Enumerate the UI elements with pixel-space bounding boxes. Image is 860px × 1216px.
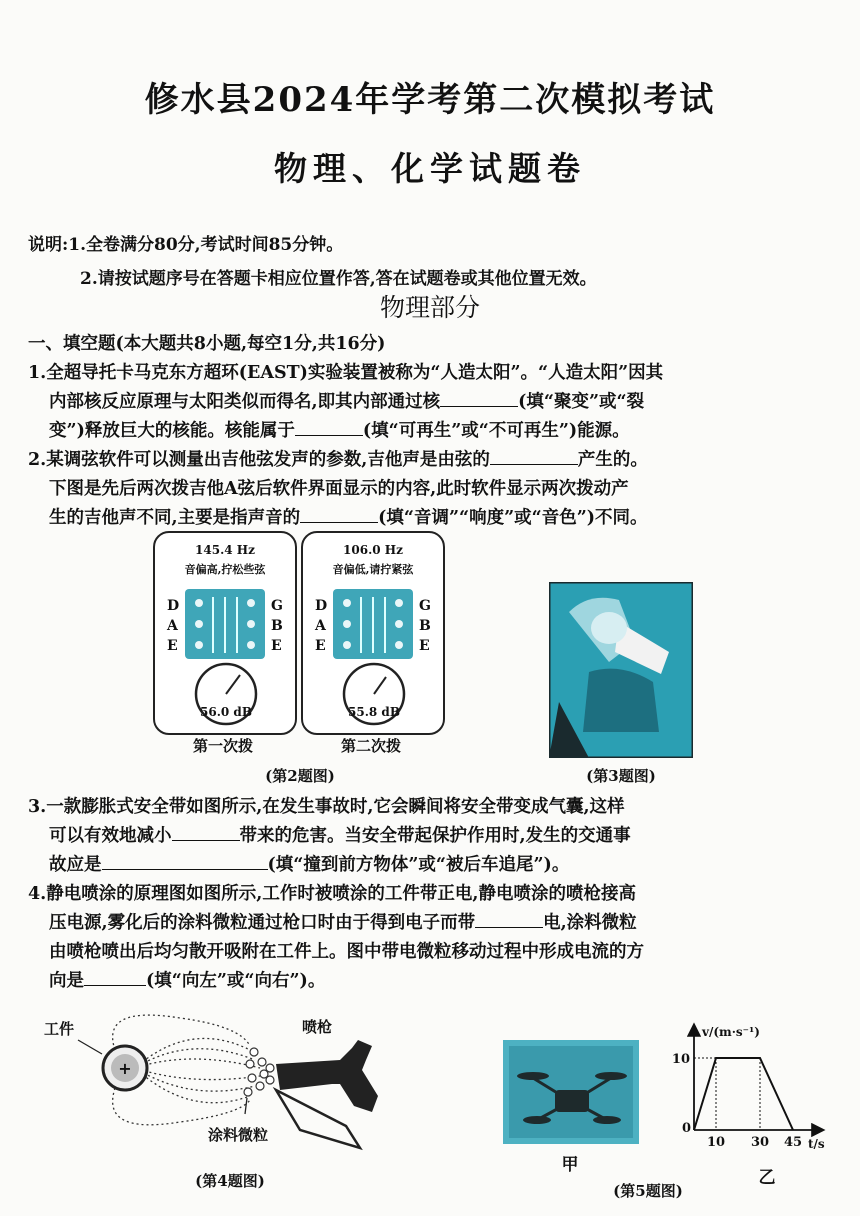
figure-label-yi: 乙 <box>758 1168 776 1188</box>
x-tick-label: 10 <box>706 1135 726 1150</box>
x-tick-label: 45 <box>783 1135 803 1150</box>
guitar-head-image <box>185 589 265 659</box>
section-title: 物理部分 <box>379 293 480 322</box>
figure-caption: (第4题图) <box>195 1172 265 1190</box>
right-peg-labels: G B E <box>419 598 431 654</box>
panel-label-second: 第二次拨 <box>340 737 401 755</box>
positive-charge-sign: + <box>118 1059 132 1078</box>
x-tick-label: 0 <box>682 1121 692 1136</box>
answer-blank[interactable] <box>172 822 240 841</box>
answer-blank[interactable] <box>490 446 578 465</box>
q3-line-3: 故应是 (填“撞到前方物体”或“被后车追尾”)。 <box>28 851 828 880</box>
exam-subtitle: 物理、化学试题卷 <box>274 149 586 188</box>
x-tick-label: 30 <box>750 1135 770 1150</box>
q3-line-1: 3.一款膨胀式安全带如图所示,在发生事故时,它会瞬间将安全带变成气囊,这样 <box>28 797 625 817</box>
q4-line-2: 压电源,雾化后的涂料微粒通过枪口时由于得到电子而带 电,涂料微粒 <box>28 909 828 938</box>
tuner-panel-second <box>301 531 445 735</box>
figure-caption: (第2题图) <box>265 767 335 785</box>
q1-line-2: 内部核反应原理与太阳类似而得名,即其内部通过核 (填“聚变”或“裂 <box>28 388 828 417</box>
tuning-hint: 音偏低,请拧紧弦 <box>332 563 414 576</box>
exam-title: 修水县2024年学考第二次模拟考试 <box>144 80 716 120</box>
decibel-readout: 56.0 dB <box>200 705 252 719</box>
q2-line-3: 生的吉他声不同,主要是指声音的 (填“音调”“响度”或“音色”)不同。 <box>28 504 828 533</box>
y-tick-label: 10 <box>672 1052 690 1067</box>
figure-caption: (第5题图) <box>613 1182 683 1200</box>
decibel-readout: 55.8 dB <box>348 705 400 719</box>
answer-blank[interactable] <box>84 967 146 986</box>
figure-label-jia: 甲 <box>561 1155 579 1175</box>
q4-line-3: 由喷枪喷出后均匀散开吸附在工件上。图中带电微粒移动过程中形成电流的方 <box>49 942 644 962</box>
q1-line-1: 1.全超导托卡马克东方超环(EAST)实验装置被称为“人造太阳”。“人造太阳”因其 <box>28 363 664 383</box>
right-peg-labels: G B E <box>271 598 283 654</box>
answer-blank[interactable] <box>475 909 543 928</box>
velocity-series-line <box>694 1058 793 1130</box>
drone-photo <box>503 1040 639 1144</box>
note-line-2: 2.请按试题序号在答题卡相应位置作答,答在试题卷或其他位置无效。 <box>80 269 597 289</box>
panel-label-first: 第一次拨 <box>192 737 253 755</box>
tuning-hint: 音偏高,拧松些弦 <box>184 563 266 576</box>
y-axis-label: v/(m·s⁻¹) <box>702 1025 760 1039</box>
spray-gun-label: 喷枪 <box>302 1018 333 1036</box>
paint-particles-label: 涂料微粒 <box>208 1126 269 1144</box>
part-title: 一、填空题(本大题共8小题,每空1分,共16分) <box>28 334 386 354</box>
answer-blank[interactable] <box>295 417 363 436</box>
guitar-head-image <box>333 589 413 659</box>
left-peg-labels: D A E <box>315 598 328 654</box>
x-axis-label: t/s <box>808 1137 825 1151</box>
note-line-1: 说明:1.全卷满分80分,考试时间85分钟。 <box>28 235 344 255</box>
frequency-readout: 145.4 Hz <box>195 543 255 557</box>
workpiece-label: 工件 <box>44 1020 75 1038</box>
q4-line-1: 4.静电喷涂的原理图如图所示,工作时被喷涂的工件带正电,静电喷涂的喷枪接高 <box>28 884 636 904</box>
q2-line-2: 下图是先后两次拨吉他A弦后软件界面显示的内容,此时软件显示两次拨动产 <box>49 479 629 499</box>
frequency-readout: 106.0 Hz <box>343 543 403 557</box>
velocity-time-chart <box>672 1020 832 1160</box>
seatbelt-photo <box>549 582 693 758</box>
figure-caption: (第3题图) <box>586 767 656 785</box>
answer-blank[interactable] <box>440 388 518 407</box>
q1-line-3: 变”)释放巨大的核能。核能属于 (填“可再生”或“不可再生”)能源。 <box>28 417 828 446</box>
electrostatic-spray-diagram <box>40 1010 420 1160</box>
answer-blank[interactable] <box>300 504 378 523</box>
questions-block-1 <box>28 330 828 533</box>
q4-line-4: 向是 (填“向左”或“向右”)。 <box>28 967 828 996</box>
q2-line-1: 2.某调弦软件可以测量出吉他弦发声的参数,吉他声是由弦的 产生的。 <box>28 446 828 475</box>
answer-blank[interactable] <box>102 851 268 870</box>
q3-line-2: 可以有效地减小 带来的危害。当安全带起保护作用时,发生的交通事 <box>28 822 828 851</box>
questions-block-2 <box>28 793 828 996</box>
tuner-panel-first <box>153 531 297 735</box>
left-peg-labels: D A E <box>167 598 180 654</box>
